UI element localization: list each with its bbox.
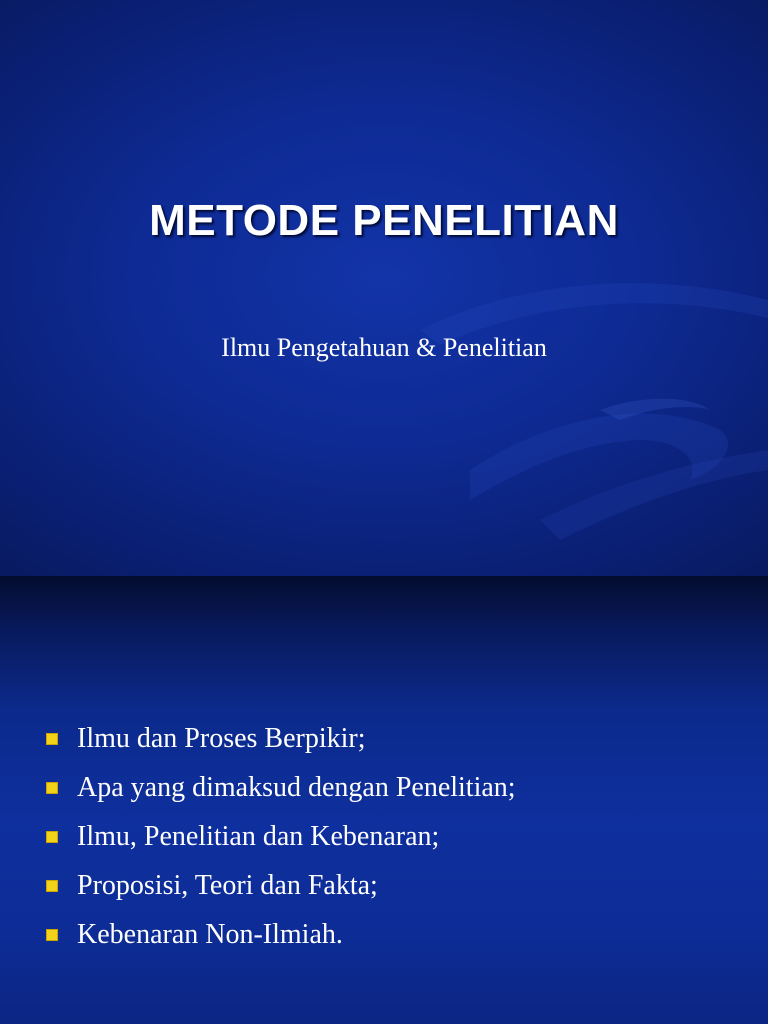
list-item bbox=[46, 861, 516, 910]
list-item bbox=[46, 763, 516, 812]
square-bullet-icon bbox=[46, 733, 58, 745]
bullet-text: Kebenaran Non-Ilmiah. bbox=[77, 918, 343, 950]
list-item bbox=[46, 812, 516, 861]
slide-subtitle: Ilmu Pengetahuan & Penelitian bbox=[221, 333, 547, 362]
square-bullet-icon bbox=[46, 929, 58, 941]
slide-title: METODE PENELITIAN bbox=[149, 196, 619, 245]
square-bullet-icon bbox=[46, 831, 58, 843]
list-item bbox=[46, 910, 516, 959]
square-bullet-icon bbox=[46, 880, 58, 892]
list-item bbox=[46, 714, 516, 763]
bullet-list bbox=[46, 714, 516, 959]
bullet-text: Proposisi, Teori dan Fakta; bbox=[77, 869, 378, 901]
bullet-text: Ilmu dan Proses Berpikir; bbox=[77, 722, 366, 754]
bullet-text: Ilmu, Penelitian dan Kebenaran; bbox=[77, 820, 440, 852]
square-bullet-icon bbox=[46, 782, 58, 794]
bullet-text: Apa yang dimaksud dengan Penelitian; bbox=[77, 771, 516, 803]
content-slide bbox=[0, 576, 768, 1024]
